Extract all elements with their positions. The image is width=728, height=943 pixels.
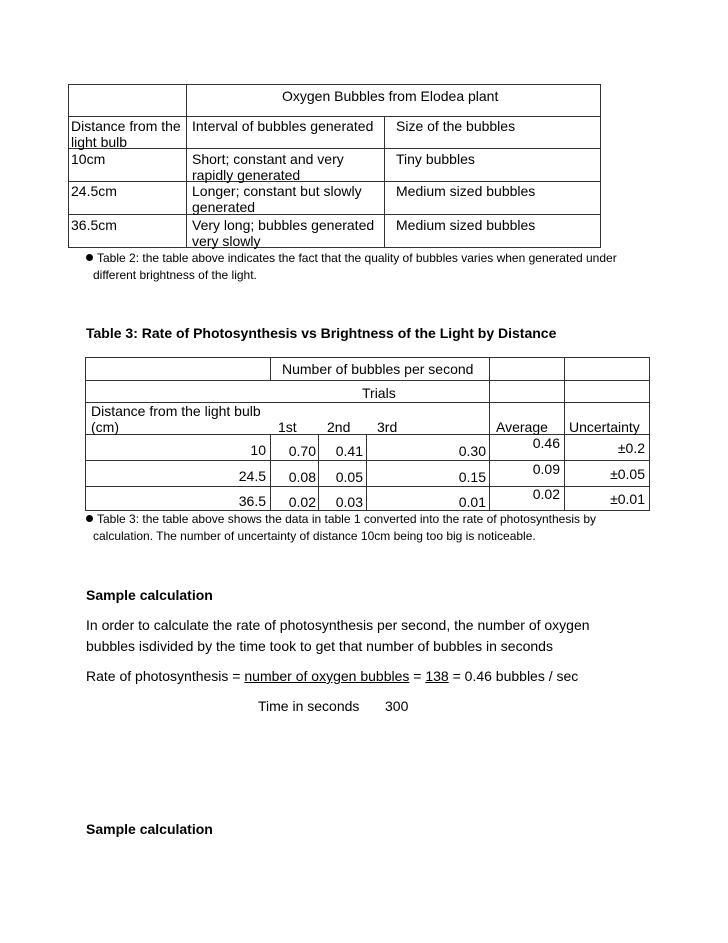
formula-denominator-value: 300 <box>385 698 409 714</box>
table-cell: Medium sized bubbles <box>396 217 536 233</box>
table-cell: 0.30 <box>458 443 486 459</box>
table-rule <box>85 380 650 381</box>
table-cell: 0.02 <box>288 494 316 510</box>
table-rule <box>68 116 601 117</box>
header-size: Size of the bubbles <box>396 118 516 134</box>
table-cell: 24.5cm <box>71 183 117 199</box>
table-cell: 0.02 <box>532 486 560 502</box>
oxygen-bubbles-table <box>68 84 601 247</box>
table-cell: 0.46 <box>532 435 560 451</box>
bullet-icon <box>86 254 93 261</box>
table3-caption-line2: calculation. The number of uncertainty of distance 10cm being too big is noticeable. <box>93 529 536 543</box>
table-cell: 36.5 <box>238 493 266 509</box>
formula-line: Rate of photosynthesis = number of oxygen bubbles = 138 = 0.46 bubbles / sec <box>86 668 579 684</box>
header-1st: 1st <box>278 419 297 435</box>
table-cell: Very long; bubbles generated very slowly <box>192 217 375 249</box>
formula-numerator: number of oxygen bubbles <box>244 668 410 684</box>
table-cell: 0.09 <box>532 461 560 477</box>
sample-calculation-heading-2: Sample calculation <box>86 821 213 837</box>
table-rule <box>68 84 69 247</box>
table-cell: 0.41 <box>335 443 363 459</box>
table-cell: 0.70 <box>288 443 316 459</box>
trials-header: Trials <box>362 385 396 401</box>
table-rule <box>85 357 86 510</box>
table-cell: Short; constant and very rapidly generated <box>192 151 344 183</box>
table-rule <box>649 357 650 510</box>
table-cell: 0.01 <box>458 494 486 510</box>
formula-numerator-value: 138 <box>425 668 449 684</box>
table-cell: ±0.01 <box>610 491 645 507</box>
formula-denominator-label: Time in seconds <box>258 698 360 714</box>
table-rule <box>270 357 271 380</box>
table-cell: Longer; constant but slowly generated <box>192 183 362 215</box>
bullet-icon <box>86 515 93 522</box>
table-cell: 0.03 <box>335 494 363 510</box>
header-distance: Distance from the light bulb (cm) <box>91 403 261 435</box>
table-cell: 0.05 <box>335 469 363 485</box>
header-distance: Distance from the light bulb <box>71 118 181 150</box>
table-rule <box>68 84 601 85</box>
table-cell: Medium sized bubbles <box>396 183 536 199</box>
table-cell: 24.5 <box>238 468 266 484</box>
header-3rd: 3rd <box>377 419 398 435</box>
table-rule <box>564 357 565 510</box>
table-cell: 0.15 <box>458 469 486 485</box>
table-cell: ±0.05 <box>610 466 645 482</box>
header-average: Average <box>496 419 548 435</box>
table-rule <box>384 116 385 247</box>
sample-calculation-heading: Sample calculation <box>86 587 213 603</box>
table-cell: 10 <box>250 442 266 458</box>
table-rule <box>186 84 187 247</box>
photosynthesis-rate-table <box>85 357 650 511</box>
table2-caption: Table 2: the table above indicates the fact that the quality of bubbles varies when generated under <box>86 250 696 266</box>
table3-caption: Table 3: the table above shows the data in table 1 converted into the rate of photosynthesis by <box>86 511 696 527</box>
table-cell: ±0.2 <box>617 440 645 456</box>
table-title: Oxygen Bubbles from Elodea plant <box>282 88 499 104</box>
table2-caption-line2: different brightness of the light. <box>93 268 257 282</box>
table-cell: Tiny bubbles <box>396 151 475 167</box>
table-rule <box>85 460 650 461</box>
table-cell: 36.5cm <box>71 217 117 233</box>
header-2nd: 2nd <box>327 419 351 435</box>
table-cell: 10cm <box>71 151 106 167</box>
explanation-line1: In order to calculate the rate of photosynthesis per second, the number of oxygen <box>86 617 590 633</box>
table-rule <box>600 84 601 247</box>
table-cell: 0.08 <box>288 469 316 485</box>
table-rule <box>85 357 650 358</box>
group-header: Number of bubbles per second <box>282 361 474 377</box>
table3-heading: Table 3: Rate of Photosynthesis vs Brightness of the Light by Distance <box>86 325 557 341</box>
header-uncertainty: Uncertainty <box>569 419 640 435</box>
header-interval: Interval of bubbles generated <box>192 118 374 134</box>
table-rule <box>85 486 650 487</box>
explanation-line2: bubbles isdivided by the time took to get that number of bubbles in seconds <box>86 638 553 654</box>
